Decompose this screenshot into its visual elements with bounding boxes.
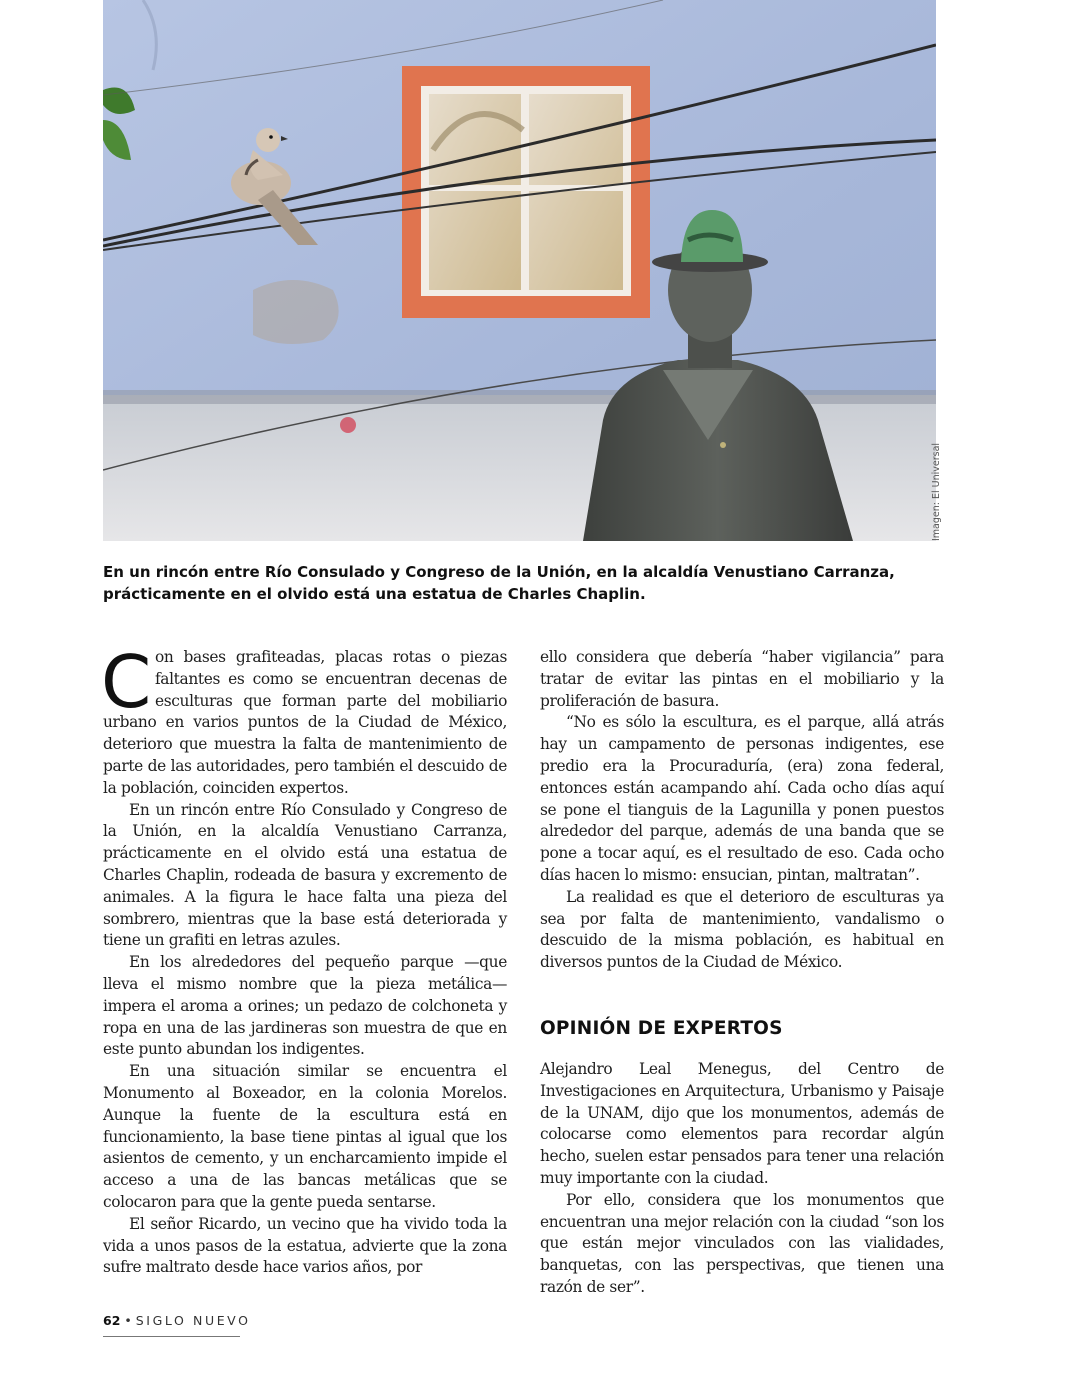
paragraph-text: on bases grafiteadas, placas rotas o piezas faltantes es como se encuentran decenas de esculturas que forman parte del mobiliario urbano en varios puntos de la Ciudad de México, deterioro que muestra la falta de mantenimiento de parte de las autoridades, pero también el descuido de la población, coinciden expertos. xyxy=(103,648,507,797)
chaplin-statue-photo xyxy=(103,0,936,541)
article-paragraph: En un rincón entre Río Consulado y Congreso de la Unión, en la alcaldía Venustiano Carranza, prácticamente en el olvido está una estatua de Charles Chaplin, rodeada de basura y excremento de animales. A la figura le hace falta una pieza del sombrero, mientras que la base está deteriorada y tiene un grafiti en letras azules. xyxy=(103,800,507,950)
footer-rule xyxy=(103,1336,240,1337)
article-paragraph: En una situación similar se encuentra el Monumento al Boxeador, en la colonia Morelos. Aunque la fuente de la escultura está en funcionamiento, la base tiene pintas al igual que los asientos de cemento, y un encharcamiento impide el acceso a una de las bancas metálicas que se colocaron para que la gente pueda sentarse. xyxy=(103,1062,507,1211)
article-column-right xyxy=(540,647,944,1299)
publication-name: SIGLO NUEVO xyxy=(135,1313,251,1328)
article-paragraph: “No es sólo la escultura, es el parque, allá atrás hay un campamento de personas indigentes, ese predio era la Procuraduría, (era) zona federal, entonces están acampando ahí. Cada ocho días aquí se pone el tianguis de la Lagunilla y ponen puestos alrededor del parque, además de una banda que se pone a tocar aquí, es el resultado de eso. Cada ocho días hacen lo mismo: ensucian, pintan, maltratan”. xyxy=(540,713,944,884)
article-paragraph: En los alrededores del pequeño parque —que lleva el mismo nombre que la pieza metálica— impera el aroma a orines; un pedazo de colchoneta y ropa en una de las jardineras son muestra de que en este punto abundan los indigentes. xyxy=(103,953,507,1059)
article-paragraph xyxy=(101,640,507,800)
article-paragraph: Por ello, considera que los monumentos que encuentran una mejor relación con la ciudad “son los que están mejor vinculados con las vialidades, banquetas, con las perspectivas, que tienen una razón de ser”. xyxy=(540,1190,944,1296)
article-column-left xyxy=(101,640,507,1279)
article-photo xyxy=(103,0,936,541)
article-paragraph: El señor Ricardo, un vecino que ha vivido toda la vida a unos pasos de la estatua, advierte que la zona sufre maltrato desde hace varios años, por xyxy=(103,1214,507,1277)
photo-credit: Imagen: El Universal xyxy=(931,442,942,541)
article-paragraph: La realidad es que el deterioro de esculturas ya sea por falta de mantenimiento, vandalismo o descuido de la misma población, es habitual en diversos puntos de la Ciudad de México. xyxy=(540,887,944,972)
page-number: 62 xyxy=(103,1313,121,1328)
drop-cap: C xyxy=(101,640,151,724)
photo-caption: En un rincón entre Río Consulado y Congreso de la Unión, en la alcaldía Venustiano Carranza, prácticamente en el olvido está una estatua de Charles Chaplin. xyxy=(103,563,895,603)
page-footer xyxy=(103,1313,251,1328)
section-heading: OPINIÓN DE EXPERTOS xyxy=(540,1017,783,1039)
article-paragraph: ello considera que debería “haber vigilancia” para tratar de evitar las pintas en el mobiliario y la proliferación de basura. xyxy=(540,648,944,710)
article-paragraph: Alejandro Leal Menegus, del Centro de Investigaciones en Arquitectura, Urbanismo y Paisaje de la UNAM, dijo que los monumentos, además de colocarse como elementos para recordar algún hecho, suelen estar pensados para tener una relación muy importante con la ciudad. xyxy=(540,1059,944,1187)
footer-separator: • xyxy=(124,1313,132,1328)
